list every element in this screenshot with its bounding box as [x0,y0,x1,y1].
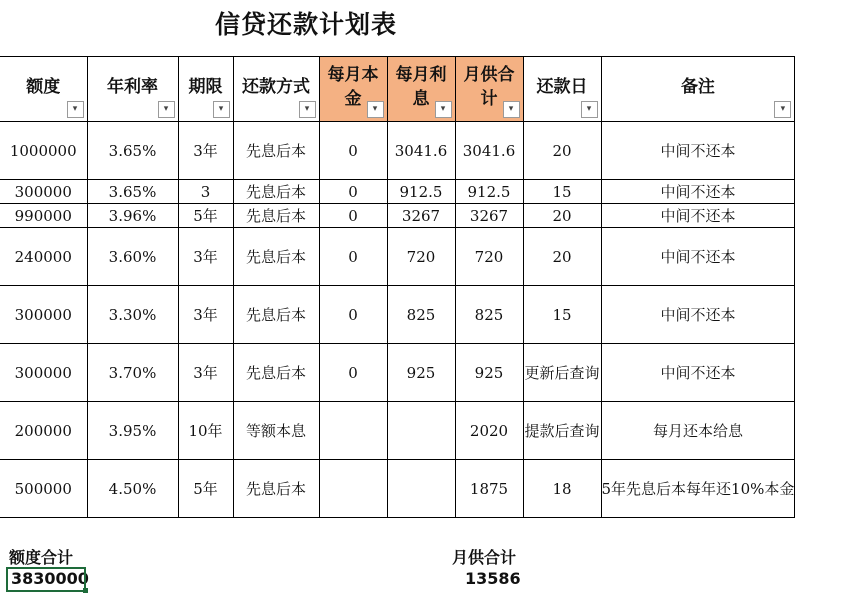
cell-interest[interactable] [387,460,455,518]
cell-note[interactable]: 中间不还本 [601,204,795,228]
selected-cell-outline [6,567,86,592]
monthly-total-value[interactable]: 13586 [465,569,521,588]
cell-term[interactable]: 5年 [178,204,233,228]
cell-amount[interactable]: 240000 [0,228,87,286]
cell-monthly[interactable]: 925 [455,344,523,402]
cell-payday[interactable]: 20 [523,122,601,180]
filter-dropdown-icon[interactable]: ▾ [367,101,384,118]
filter-dropdown-icon[interactable]: ▾ [435,101,452,118]
filter-dropdown-icon[interactable]: ▾ [299,101,316,118]
cell-payday[interactable]: 更新后查询 [523,344,601,402]
cell-monthly[interactable]: 1875 [455,460,523,518]
cell-rate[interactable]: 4.50% [87,460,178,518]
cell-rate[interactable]: 3.95% [87,402,178,460]
table-row [0,204,795,228]
cell-interest[interactable]: 925 [387,344,455,402]
fill-handle[interactable] [83,588,88,593]
table-row [0,122,795,180]
cell-amount[interactable]: 200000 [0,402,87,460]
cell-note[interactable]: 中间不还本 [601,286,795,344]
monthly-total-label: 月供合计 [452,548,517,567]
cell-rate[interactable]: 3.65% [87,180,178,204]
header-term: 期限 ▾ [178,57,233,122]
cell-term[interactable]: 3年 [178,344,233,402]
cell-principal[interactable] [319,460,387,518]
cell-method[interactable]: 先息后本 [233,122,319,180]
cell-interest[interactable]: 3041.6 [387,122,455,180]
header-note: 备注 ▾ [601,57,795,122]
filter-dropdown-icon[interactable]: ▾ [774,101,791,118]
cell-interest[interactable] [387,402,455,460]
cell-term[interactable]: 3 [178,180,233,204]
cell-note[interactable]: 每月还本给息 [601,402,795,460]
cell-principal[interactable]: 0 [319,344,387,402]
table-row [0,228,795,286]
cell-term[interactable]: 3年 [178,228,233,286]
table-row [0,344,795,402]
cell-rate[interactable]: 3.70% [87,344,178,402]
amount-total-value[interactable]: 3830000 [11,569,89,588]
header-method: 还款方式 ▾ [233,57,319,122]
cell-principal[interactable] [319,402,387,460]
header-row [0,57,795,122]
cell-monthly[interactable]: 3041.6 [455,122,523,180]
table-row [0,286,795,344]
cell-rate[interactable]: 3.65% [87,122,178,180]
header-principal: 每月本金 ▾ [319,57,387,122]
cell-payday[interactable]: 提款后查询 [523,402,601,460]
cell-amount[interactable]: 300000 [0,344,87,402]
filter-dropdown-icon[interactable]: ▾ [67,101,84,118]
cell-monthly[interactable]: 912.5 [455,180,523,204]
cell-payday[interactable]: 18 [523,460,601,518]
cell-monthly[interactable]: 720 [455,228,523,286]
header-rate: 年利率 ▾ [87,57,178,122]
filter-dropdown-icon[interactable]: ▾ [213,101,230,118]
header-interest: 每月利息 ▾ [387,57,455,122]
table-row [0,402,795,460]
cell-principal[interactable]: 0 [319,122,387,180]
cell-note[interactable]: 中间不还本 [601,228,795,286]
cell-interest[interactable]: 825 [387,286,455,344]
cell-amount[interactable]: 300000 [0,180,87,204]
cell-term[interactable]: 3年 [178,122,233,180]
cell-method[interactable]: 先息后本 [233,286,319,344]
cell-method[interactable]: 等额本息 [233,402,319,460]
cell-rate[interactable]: 3.96% [87,204,178,228]
cell-amount[interactable]: 990000 [0,204,87,228]
cell-rate[interactable]: 3.30% [87,286,178,344]
header-amount: 额度 ▾ [0,57,87,122]
cell-amount[interactable]: 500000 [0,460,87,518]
cell-monthly[interactable]: 825 [455,286,523,344]
cell-note[interactable]: 中间不还本 [601,180,795,204]
table-row [0,460,795,518]
cell-method[interactable]: 先息后本 [233,460,319,518]
cell-principal[interactable]: 0 [319,228,387,286]
cell-method[interactable]: 先息后本 [233,228,319,286]
cell-payday[interactable]: 15 [523,180,601,204]
cell-note[interactable]: 中间不还本 [601,344,795,402]
cell-term[interactable]: 10年 [178,402,233,460]
cell-interest[interactable]: 3267 [387,204,455,228]
header-monthly: 月供合计 ▾ [455,57,523,122]
cell-method[interactable]: 先息后本 [233,204,319,228]
sheet-title: 信贷还款计划表 [215,10,398,39]
cell-principal[interactable]: 0 [319,286,387,344]
cell-note[interactable]: 5年先息后本每年还10%本金 [601,460,795,518]
cell-interest[interactable]: 720 [387,228,455,286]
cell-term[interactable]: 3年 [178,286,233,344]
cell-monthly[interactable]: 2020 [455,402,523,460]
header-payday: 还款日 ▾ [523,57,601,122]
repayment-table [0,56,795,518]
cell-principal[interactable]: 0 [319,204,387,228]
cell-rate[interactable]: 3.60% [87,228,178,286]
cell-amount[interactable]: 1000000 [0,122,87,180]
cell-method[interactable]: 先息后本 [233,180,319,204]
cell-payday[interactable]: 15 [523,286,601,344]
cell-method[interactable]: 先息后本 [233,344,319,402]
cell-payday[interactable]: 20 [523,228,601,286]
cell-payday[interactable]: 20 [523,204,601,228]
amount-total-label: 额度合计 [9,548,74,567]
filter-dropdown-icon[interactable]: ▾ [158,101,175,118]
filter-dropdown-icon[interactable]: ▾ [581,101,598,118]
cell-monthly[interactable]: 3267 [455,204,523,228]
cell-interest[interactable]: 912.5 [387,180,455,204]
cell-amount[interactable]: 300000 [0,286,87,344]
filter-dropdown-icon[interactable]: ▾ [503,101,520,118]
cell-note[interactable]: 中间不还本 [601,122,795,180]
cell-principal[interactable]: 0 [319,180,387,204]
cell-term[interactable]: 5年 [178,460,233,518]
table-row [0,180,795,204]
